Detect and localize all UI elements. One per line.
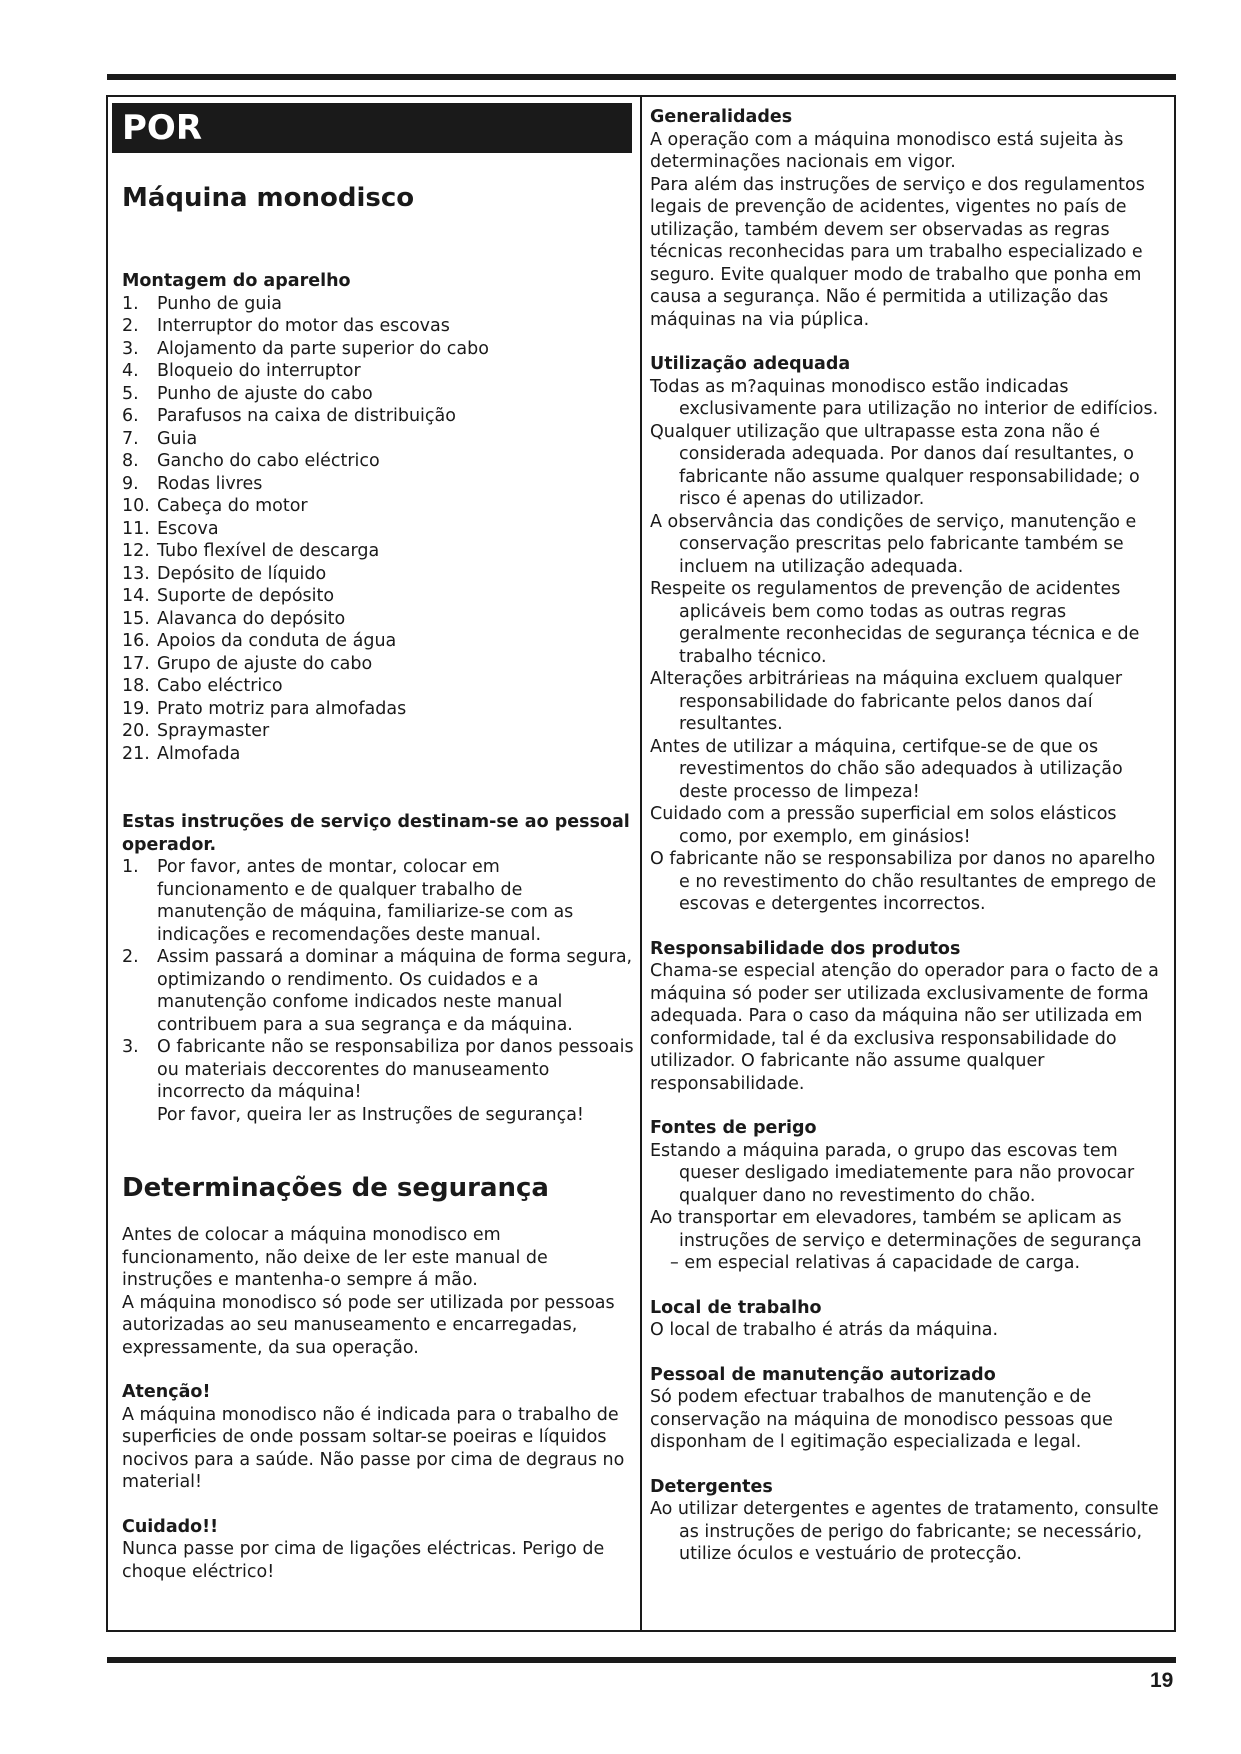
list-item: 4. Bloqueio do interruptor — [122, 361, 361, 381]
attention-text: A máquina monodisco não é indicada para o trabalho de superficies de onde possam soltar-se poeiras e líquidos nocivos para a saúde. Não passe por cima de degraus no material! — [122, 1404, 625, 1492]
left-column — [122, 178, 634, 1583]
usage-paragraph: A observância das condições de serviço, manutenção e conservação prescritas pelo fabricante também se incluem na utilização adequada. — [650, 511, 1137, 577]
safety-reference: Por favor, queira ler as Instruções de segurança! — [157, 1104, 584, 1125]
top-rule — [107, 74, 1176, 80]
list-item: 14. Suporte de depósito — [122, 586, 335, 606]
safety-title: Determinações de segurança — [122, 1173, 549, 1203]
list-item: 13. Depósito de líquido — [122, 563, 327, 584]
usage-paragraph: Antes de utilizar a máquina, certifque-se de que os revestimentos do chão são adequados à utilização deste processo de limpeza! — [650, 736, 1123, 802]
assembly-list — [122, 293, 634, 766]
safety-intro: Antes de colocar a máquina monodisco em funcionamento, não deixe de ler este manual de instruções e mantenha-o sempre á mão. — [122, 1225, 548, 1290]
hazards-text-3: – em especial relativas á capacidade de carga. — [670, 1253, 1081, 1273]
hazards-text-1: Estando a máquina parada, o grupo das escovas tem queser desligado imediatemente para não provocar qualquer dano no revestimento do chão. — [650, 1140, 1135, 1206]
list-item: 17. Grupo de ajuste do cabo — [122, 653, 373, 674]
list-item: 8. Gancho do cabo eléctrico — [122, 451, 380, 471]
safety-intro-2: A máquina monodisco só pode ser utilizada por pessoas autorizadas ao seu manuseamento e encarregadas, expressamente, da sua operação. — [122, 1292, 615, 1358]
detergents-text: Ao utilizar detergentes e agentes de tratamento, consulte as instruções de perigo do fabricante; se necessário, utilize óculos e vestuário de protecção. — [650, 1499, 1159, 1564]
list-item: 16. Apoios da conduta de água — [122, 631, 397, 651]
list-item: 1. Punho de guia — [122, 293, 283, 314]
hazards-heading: Fontes de perigo — [650, 1118, 817, 1138]
operator-heading: Estas instruções de serviço destinam-se ao pessoal operador. — [122, 812, 630, 855]
liability-text: Chama-se especial atenção do operador para o facto de a máquina só poder ser utilizada exclusivamente de forma adequada. Para o caso da máquina não ser utilizada em conformidade, tal é da exclusiva responsabilidade do utilizador. O fabricante não assume qualquer responsabilidade. — [650, 961, 1159, 1094]
usage-paragraph: O fabricante não se responsabiliza por danos no aparelho e no revestimento do chão resultantes de emprego de escovas e detergentes incorrectos. — [650, 849, 1157, 914]
list-item: 2. Assim passará a dominar a máquina de forma segura, optimizando o rendimento. Os cuidados e a manutenção confome indicados neste manual contribuem para a sua segrança e da máquina. — [122, 947, 633, 1035]
list-item: 3. Alojamento da parte superior do cabo — [122, 338, 489, 359]
language-tag: POR — [112, 103, 632, 153]
general-heading: Generalidades — [650, 107, 793, 127]
bottom-rule — [107, 1657, 1176, 1663]
usage-paragraph: Cuidado com a pressão superficial em solos elásticos como, por exemplo, em ginásios! — [650, 804, 1117, 847]
liability-heading: Responsabilidade dos produtos — [650, 938, 961, 959]
assembly-heading: Montagem do aparelho — [122, 271, 351, 291]
page-number: 19 — [1150, 1669, 1174, 1692]
detergents-heading: Detergentes — [650, 1476, 773, 1497]
list-item: 10. Cabeça do motor — [122, 496, 308, 516]
workplace-heading: Local de trabalho — [650, 1297, 822, 1318]
maintenance-text: Só podem efectuar trabalhos de manutenção e de conservação na máquina de monodisco pessoas que disponham de l egitimação especializada e legal. — [650, 1387, 1113, 1452]
list-item: 9. Rodas livres — [122, 473, 263, 494]
list-item: 7. Guia — [122, 428, 198, 449]
general-text-2: Para além das instruções de serviço e dos regulamentos legais de prevenção de acidentes, vigentes no país de utilização, também devem ser observadas as regras técnicas reconhecidas para um trabalho especializado e seguro. Evite qualquer modo de trabalho que ponha em causa a segurança. Não é permitida a utilização das máquinas na via púplica. — [650, 174, 1145, 330]
list-item: 6. Parafusos na caixa de distribuição — [122, 406, 456, 426]
usage-paragraph: Alterações arbitrárieas na máquina excluem qualquer responsabilidade do fabricante pelos danos daí resultantes. — [650, 669, 1123, 734]
list-item: 5. Punho de ajuste do cabo — [122, 383, 373, 404]
list-item: 15. Alavanca do depósito — [122, 608, 346, 629]
page-title: Máquina monodisco — [122, 183, 415, 213]
attention-heading: Atenção! — [122, 1382, 211, 1402]
usage-heading: Utilização adequada — [650, 354, 851, 374]
list-item: 19. Prato motriz para almofadas — [122, 698, 407, 719]
caution-heading: Cuidado!! — [122, 1516, 219, 1537]
right-column — [650, 106, 1170, 1566]
list-item: 1. Por favor, antes de montar, colocar em funcionamento e de qualquer trabalho de manutenção de máquina, familiarize-se com as indicações e recomendações deste manual. — [122, 857, 574, 945]
maintenance-heading: Pessoal de manutenção autorizado — [650, 1364, 996, 1385]
operator-list — [122, 856, 634, 1126]
list-item: 2. Interruptor do motor das escovas — [122, 316, 450, 336]
list-item: 20. Spraymaster — [122, 721, 270, 741]
list-item: 3. O fabricante não se responsabiliza por danos pessoais ou materiais deccorentes do manuseamento incorrecto da máquina! Por favor, queira ler as Instruções de segurança! — [122, 1037, 634, 1125]
caution-text: Nunca passe por cima de ligações eléctricas. Perigo de choque eléctrico! — [122, 1539, 605, 1582]
list-item: 21. Almofada — [122, 743, 241, 764]
workplace-text: O local de trabalho é atrás da máquina. — [650, 1320, 999, 1340]
hazards-text-2: Ao transportar em elevadores, também se aplicam as instruções de serviço e determinações de segurança — [650, 1208, 1142, 1251]
usage-paragraph: Todas as m?aquinas monodisco estão indicadas exclusivamente para utilização no interior de edifícios. — [650, 376, 1159, 419]
usage-paragraph: Qualquer utilização que ultrapasse esta zona não é considerada adequada. Por danos daí resultantes, o fabricante não assume qualquer responsabilidade; o risco é apenas do utilizador. — [650, 421, 1140, 509]
list-item: 18. Cabo eléctrico — [122, 676, 283, 696]
list-item: 12. Tubo flexível de descarga — [122, 541, 380, 561]
usage-paragraph: Respeite os regulamentos de prevenção de acidentes aplicáveis bem como todas as outras regras geralmente reconhecidas de segurança técnica e de trabalho técnico. — [650, 579, 1140, 667]
column-divider — [640, 95, 642, 1632]
list-item: 11. Escova — [122, 518, 219, 539]
general-text-1: A operação com a máquina monodisco está sujeita às determinações nacionais em vigor. — [650, 129, 1124, 172]
